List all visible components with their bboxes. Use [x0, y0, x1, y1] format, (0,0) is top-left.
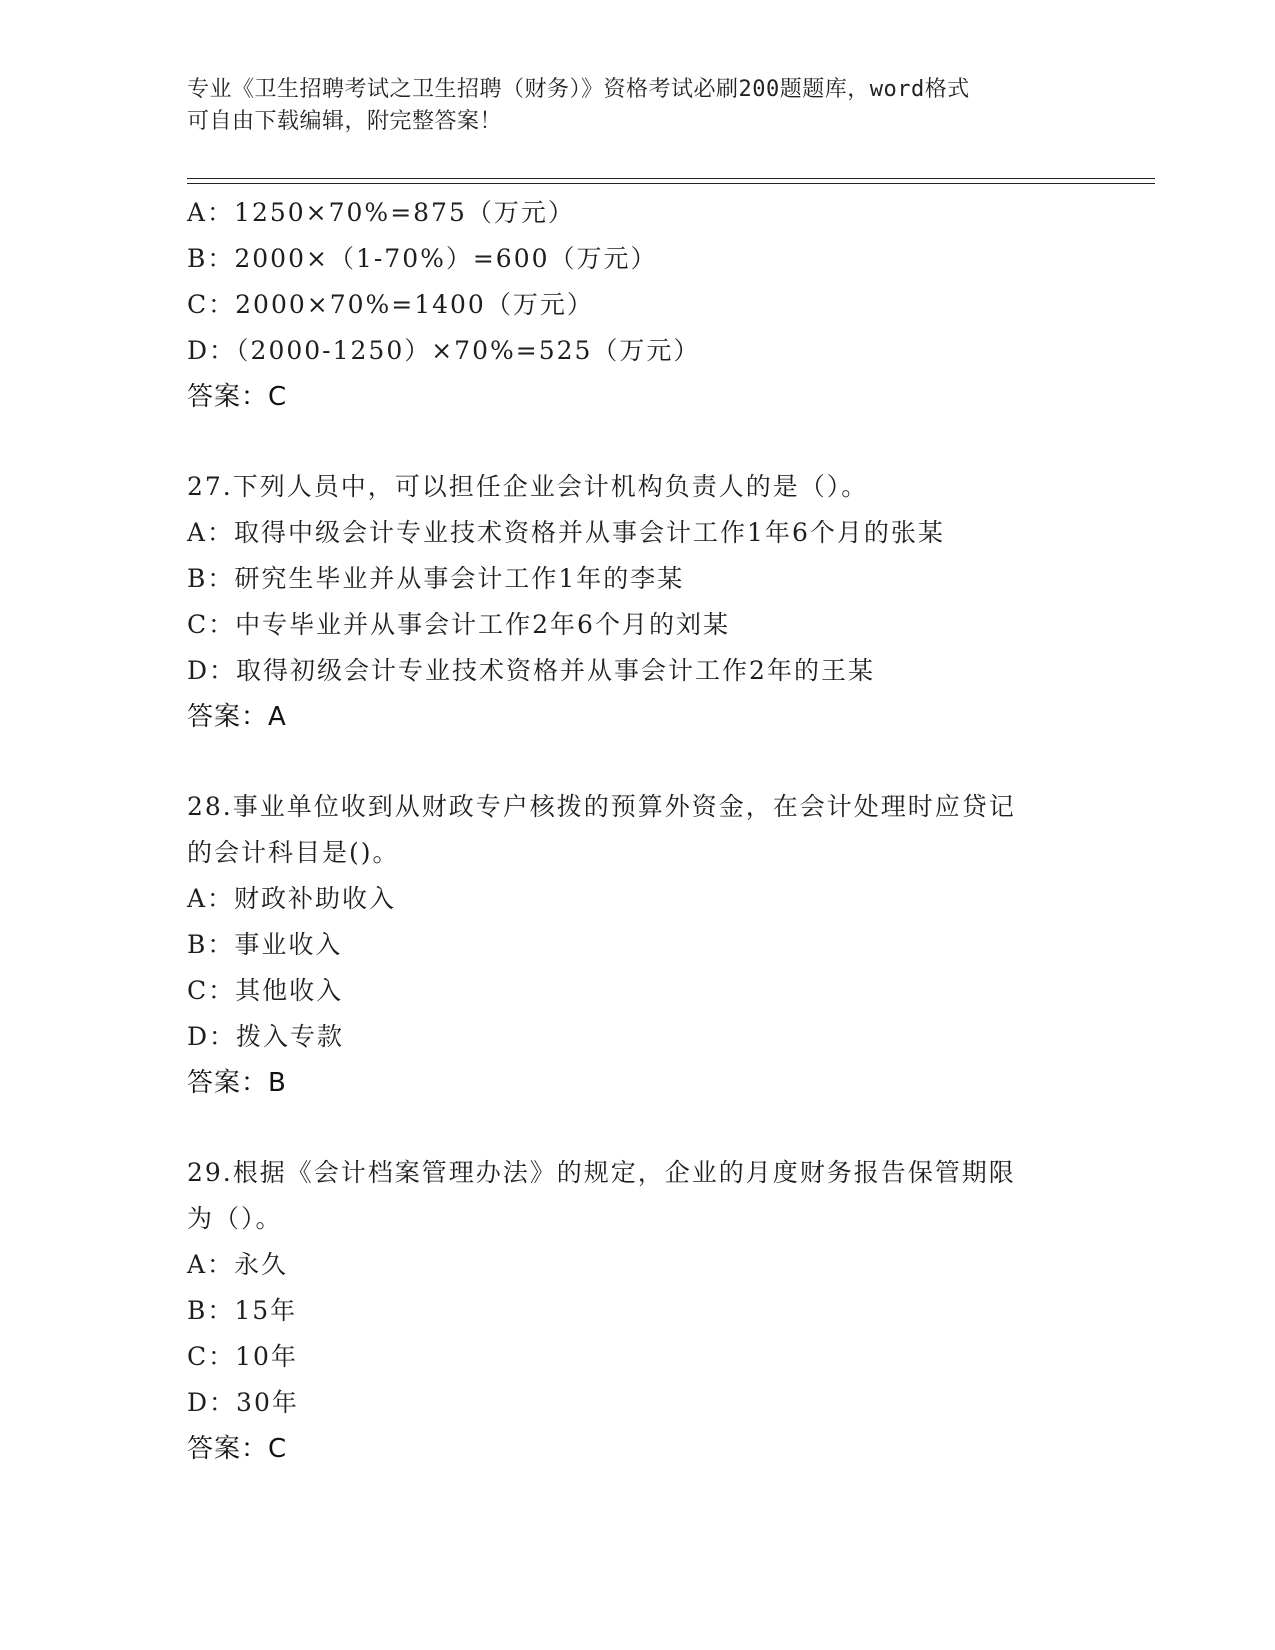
- option-a: A：取得中级会计专业技术资格并从事会计工作1年6个月的张某: [187, 518, 945, 547]
- option-a: A：永久: [187, 1250, 289, 1279]
- question-27: [187, 464, 1087, 740]
- answer: 答案：C: [187, 1434, 288, 1464]
- document-header: [187, 74, 1067, 138]
- option-d: D：取得初级会计专业技术资格并从事会计工作2年的王某: [187, 656, 875, 685]
- option-d: D：拨入专款: [187, 1022, 345, 1051]
- answer: 答案：B: [187, 1068, 287, 1098]
- question-stem-line-1: 29.根据《会计档案管理办法》的规定，企业的月度财务报告保管期限: [187, 1158, 1016, 1187]
- question-28: [187, 784, 1087, 1106]
- header-title-line-2: 可自由下载编辑，附完整答案！: [187, 109, 503, 134]
- question-stem: 27.下列人员中，可以担任企业会计机构负责人的是（）。: [187, 472, 869, 501]
- option-c: C：中专毕业并从事会计工作2年6个月的刘某: [187, 610, 730, 639]
- option-b: B：研究生毕业并从事会计工作1年的李某: [187, 564, 685, 593]
- option-b: B：2000×（1-70%）=600（万元）: [187, 244, 658, 273]
- option-a: A：1250×70%=875（万元）: [187, 198, 575, 227]
- question-29: [187, 1150, 1087, 1472]
- header-title-line-1: 专业《卫生招聘考试之卫生招聘（财务）》资格考试必刷200题题库，word格式: [187, 77, 970, 102]
- option-b: B：事业收入: [187, 930, 343, 959]
- question-stem-line-1: 28.事业单位收到从财政专户核拨的预算外资金，在会计处理时应贷记: [187, 792, 1016, 821]
- question-26: [187, 190, 1087, 420]
- option-c: C：2000×70%=1400（万元）: [187, 290, 594, 319]
- question-stem-line-2: 的会计科目是()。: [187, 838, 400, 867]
- question-stem-line-2: 为（）。: [187, 1204, 283, 1233]
- answer: 答案：C: [187, 382, 288, 412]
- option-d: D：（2000-1250）×70%=525（万元）: [187, 336, 701, 365]
- header-divider-top: [187, 178, 1155, 179]
- option-d: D：30年: [187, 1388, 299, 1417]
- option-c: C：10年: [187, 1342, 298, 1371]
- option-b: B：15年: [187, 1296, 298, 1325]
- answer: 答案：A: [187, 702, 287, 732]
- question-list: [187, 190, 1087, 1472]
- header-divider-bottom: [187, 183, 1155, 184]
- option-a: A：财政补助收入: [187, 884, 397, 913]
- option-c: C：其他收入: [187, 976, 344, 1005]
